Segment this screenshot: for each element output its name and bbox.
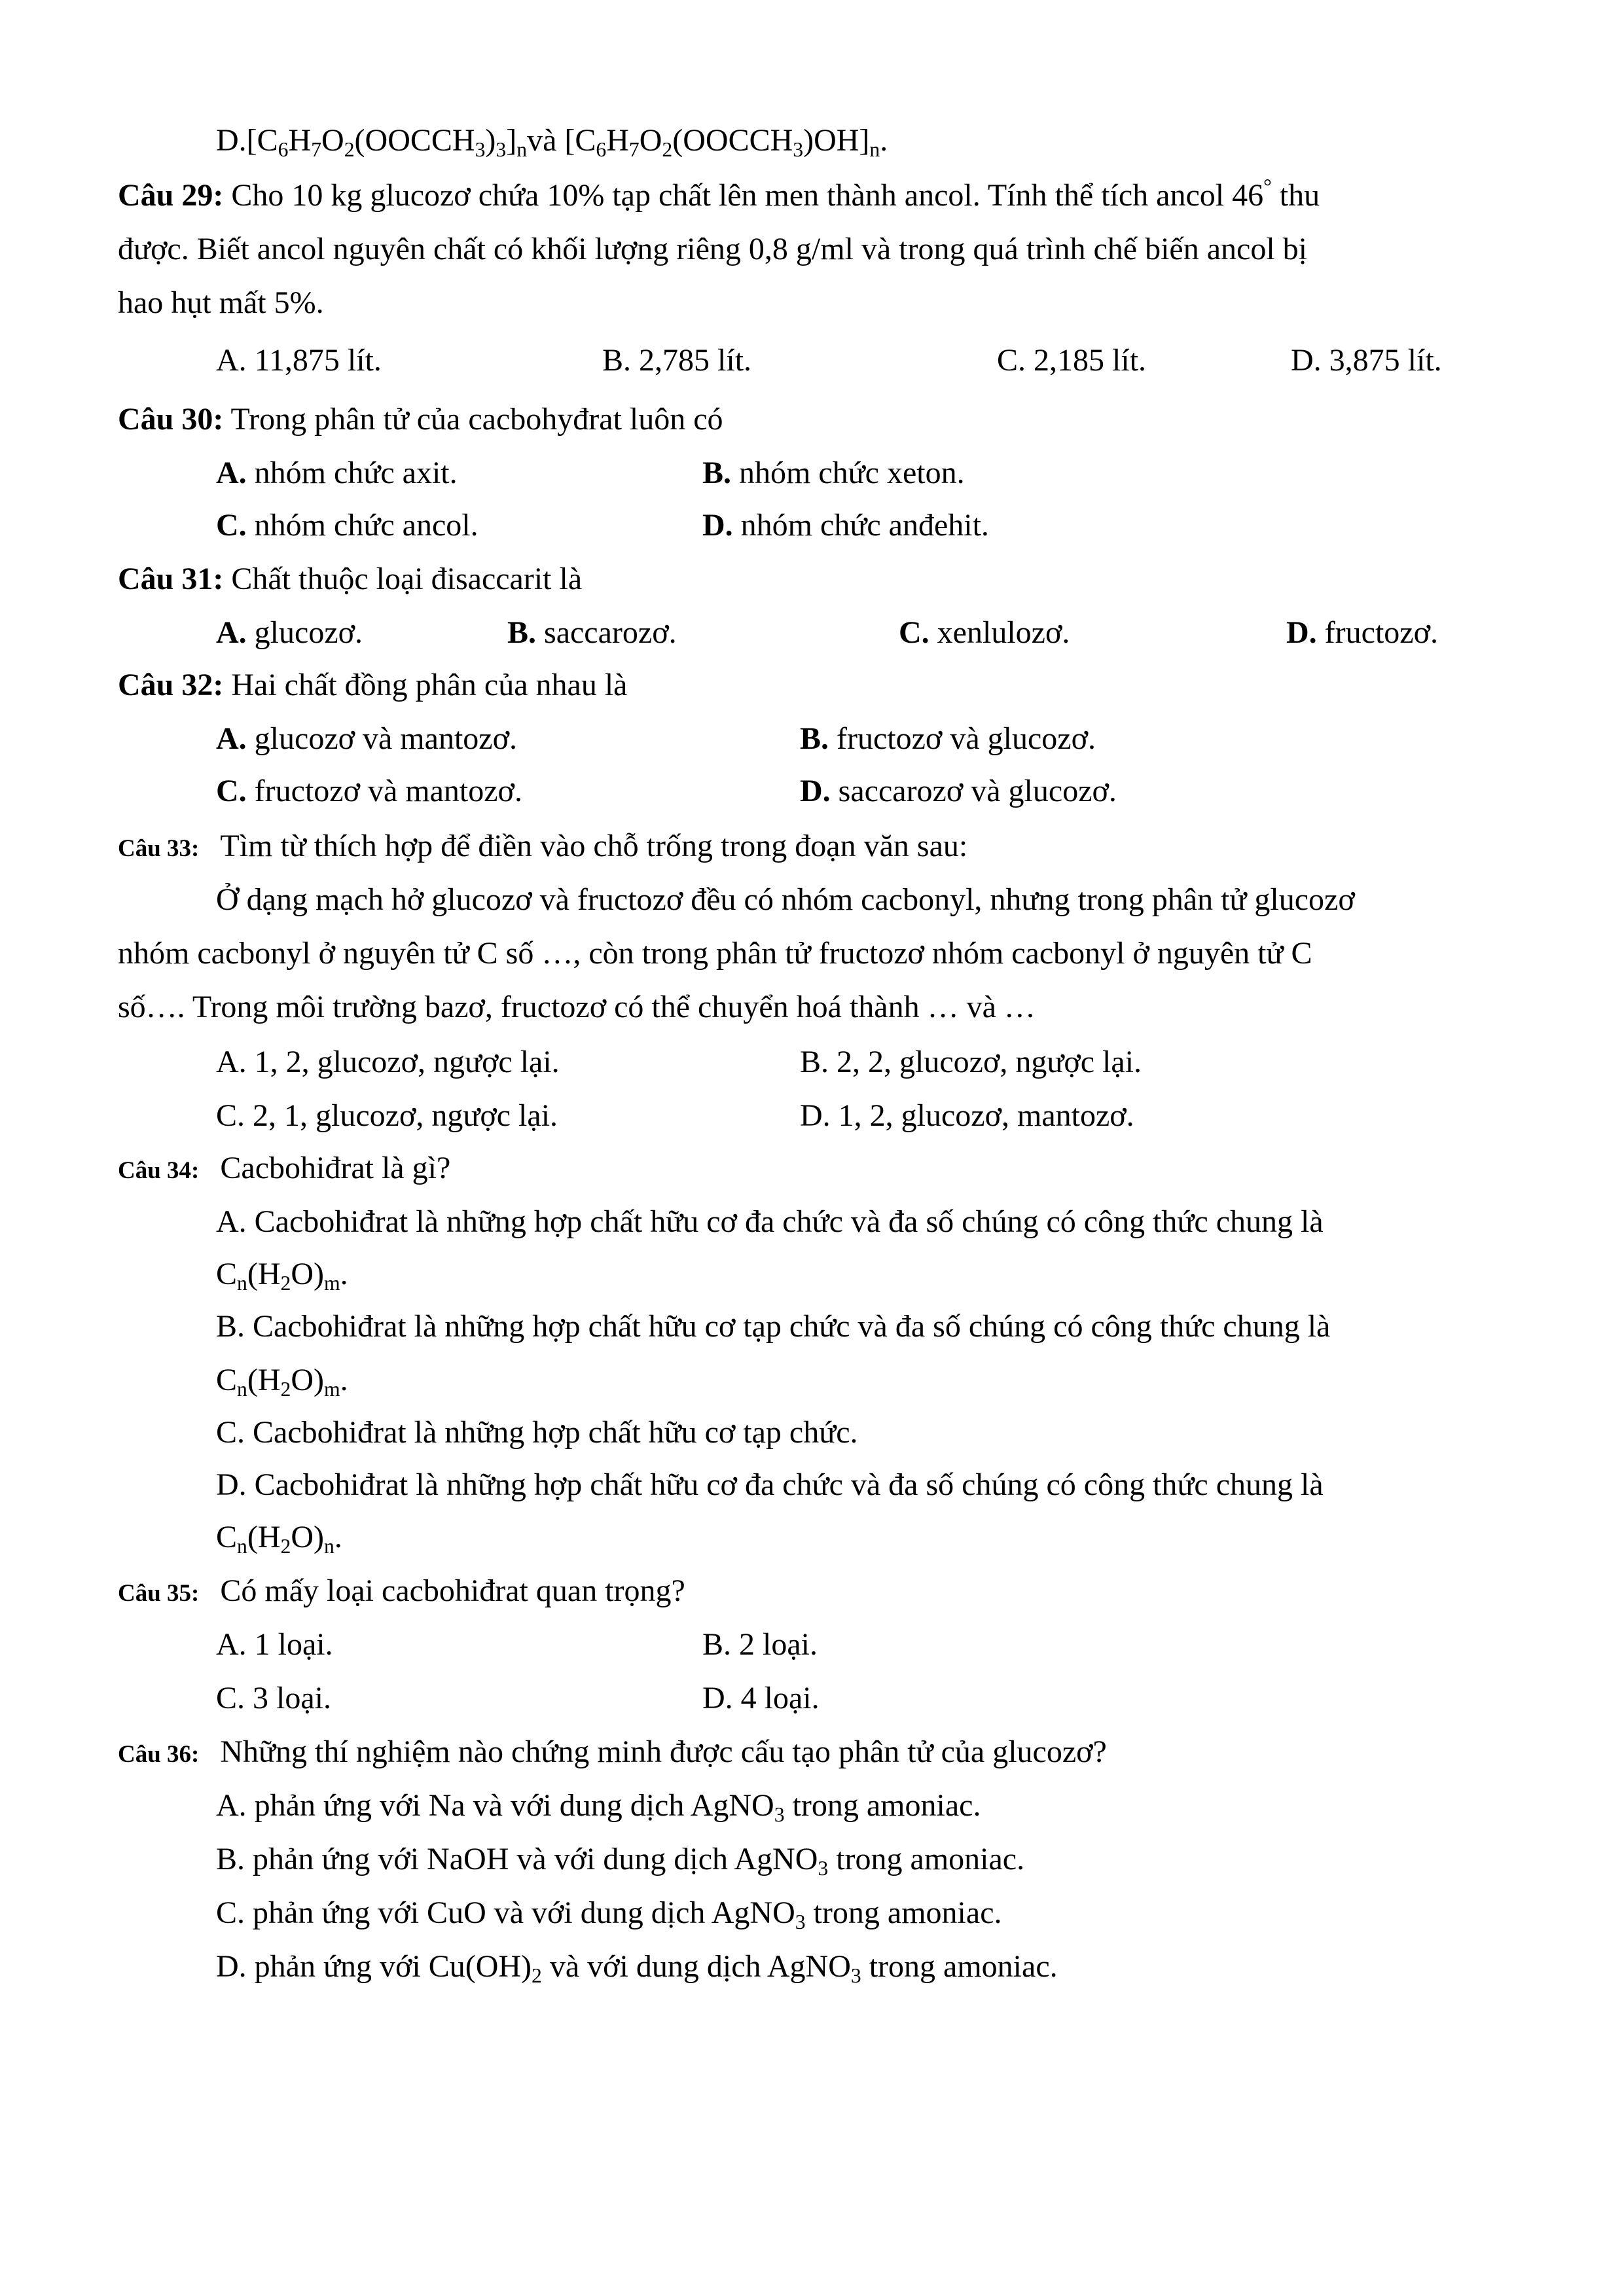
q31-option-d: D. fructozơ. — [1286, 615, 1438, 650]
q34-option-b-formula: $C_n(H_2O)_m$. — [216, 1363, 348, 1401]
q29-line3: hao hụt mất 5%. — [118, 285, 324, 320]
q34-option-d-line1: D. Cacbohiđrat là những hợp chất hữu cơ đa chức và đa số chúng có công thức chung là — [216, 1467, 1324, 1502]
q31-option-a: A. glucozơ. — [216, 615, 363, 650]
q35-option-c: C. 3 loại. — [216, 1681, 331, 1715]
q34-option-c: C. Cacbohiđrat là những hợp chất hữu cơ tạp chức. — [216, 1415, 858, 1450]
q29-line2: được. Biết ancol nguyên chất có khối lượng riêng 0,8 g/ml và trong quá trình chế biến ancol bị — [118, 232, 1308, 266]
q34-option-d-formula: $C_n(H_2O)_n$. — [216, 1520, 342, 1558]
q33-option-b: B. 2, 2, glucozơ, ngược lại. — [800, 1045, 1142, 1079]
q36-option-b: B. phản ứng với NaOH và với dung dịch AgNO$_3$ trong amoniac. — [216, 1842, 1025, 1880]
q30-option-b: B. nhóm chức xeton. — [702, 456, 965, 490]
q28-option-d: $D.[C_6H_7O_2(OOCCH_3)_3]_nvà$ $[C_6H_7O_2(OOCCH_3)OH]_n$. — [216, 123, 888, 161]
q35-option-a: A. 1 loại. — [216, 1627, 333, 1662]
q32-stem: Câu 32: Hai chất đồng phân của nhau là — [118, 668, 628, 702]
q29-option-a: A. 11,875 lít. — [216, 343, 382, 378]
q34-stem: Câu 34: Cacbohiđrat là gì? — [118, 1151, 451, 1185]
q30-stem: Câu 30: Trong phân tử của cacbohyđrat luôn có — [118, 402, 723, 437]
q35-stem: Câu 35: Có mấy loại cacbohiđrat quan trọng? — [118, 1573, 685, 1608]
question-number: Câu 36: — [118, 1741, 200, 1768]
option-label: D. — [216, 123, 247, 158]
q30-option-d: D. nhóm chức anđehit. — [702, 508, 989, 543]
question-number: Câu 31: — [118, 562, 224, 596]
q36-option-c: C. phản ứng với CuO và với dung dịch AgNO$_3$ trong amoniac. — [216, 1895, 1002, 1933]
question-number: Câu 34: — [118, 1157, 200, 1184]
q31-stem: Câu 31: Chất thuộc loại đisaccarit là — [118, 562, 583, 596]
q36-option-a: A. phản ứng với Na và với dung dịch AgNO$_3$ trong amoniac. — [216, 1788, 981, 1826]
q29-line1: Câu 29: Cho 10 kg glucozơ chứa 10% tạp chất lên men thành ancol. Tính thể tích ancol 46° thu — [118, 175, 1320, 213]
q32-option-c: C. fructozơ và mantozơ. — [216, 774, 522, 808]
question-number: Câu 35: — [118, 1580, 200, 1607]
q32-option-d: D. saccarozơ và glucozơ. — [800, 774, 1117, 808]
q31-option-c: C. xenlulozơ. — [899, 615, 1070, 650]
q34-option-b-line1: B. Cacbohiđrat là những hợp chất hữu cơ tạp chức và đa số chúng có công thức chung là — [216, 1309, 1331, 1344]
q32-option-a: A. glucozơ và mantozơ. — [216, 721, 517, 756]
q31-option-b: B. saccarozơ. — [507, 615, 677, 650]
q33-option-d: D. 1, 2, glucozơ, mantozơ. — [800, 1098, 1134, 1133]
question-number: Câu 30: — [118, 402, 224, 437]
q33-option-a: A. 1, 2, glucozơ, ngược lại. — [216, 1045, 560, 1079]
q33-para-line1: Ở dạng mạch hở glucozơ và fructozơ đều có nhóm cacbonyl, nhưng trong phân tử glucozơ — [216, 882, 1355, 917]
question-number: Câu 29: — [118, 178, 224, 213]
q29-option-c: C. 2,185 lít. — [997, 343, 1147, 378]
q34-option-a-line1: A. Cacbohiđrat là những hợp chất hữu cơ đa chức và đa số chúng có công thức chung là — [216, 1204, 1324, 1239]
q35-option-b: B. 2 loại. — [702, 1627, 818, 1662]
q33-para-line3: số…. Trong môi trường bazơ, fructozơ có thể chuyển hoá thành … và … — [118, 990, 1036, 1024]
q30-option-a: A. nhóm chức axit. — [216, 456, 458, 490]
q34-option-a-formula: $C_n(H_2O)_m$. — [216, 1257, 348, 1295]
question-number: Câu 33: — [118, 835, 200, 862]
q33-para-line2: nhóm cacbonyl ở nguyên tử C số …, còn trong phân tử fructozơ nhóm cacbonyl ở nguyên tử C — [118, 936, 1312, 971]
question-number: Câu 32: — [118, 668, 224, 702]
q29-option-d: D. 3,875 lít. — [1291, 343, 1442, 378]
q30-option-c: C. nhóm chức ancol. — [216, 508, 478, 543]
q36-stem: Câu 36: Những thí nghiệm nào chứng minh được cấu tạo phân tử của glucozơ? — [118, 1734, 1107, 1769]
q36-option-d: D. phản ứng với $Cu(OH)_2$ và với dung dịch AgNO$_3$ trong amoniac. — [216, 1949, 1058, 1987]
q35-option-d: D. 4 loại. — [702, 1681, 820, 1715]
q29-option-b: B. 2,785 lít. — [602, 343, 752, 378]
q32-option-b: B. fructozơ và glucozơ. — [800, 721, 1096, 756]
q33-option-c: C. 2, 1, glucozơ, ngược lại. — [216, 1098, 558, 1133]
q33-stem: Câu 33: Tìm từ thích hợp để điền vào chỗ trống trong đoạn văn sau: — [118, 829, 968, 863]
